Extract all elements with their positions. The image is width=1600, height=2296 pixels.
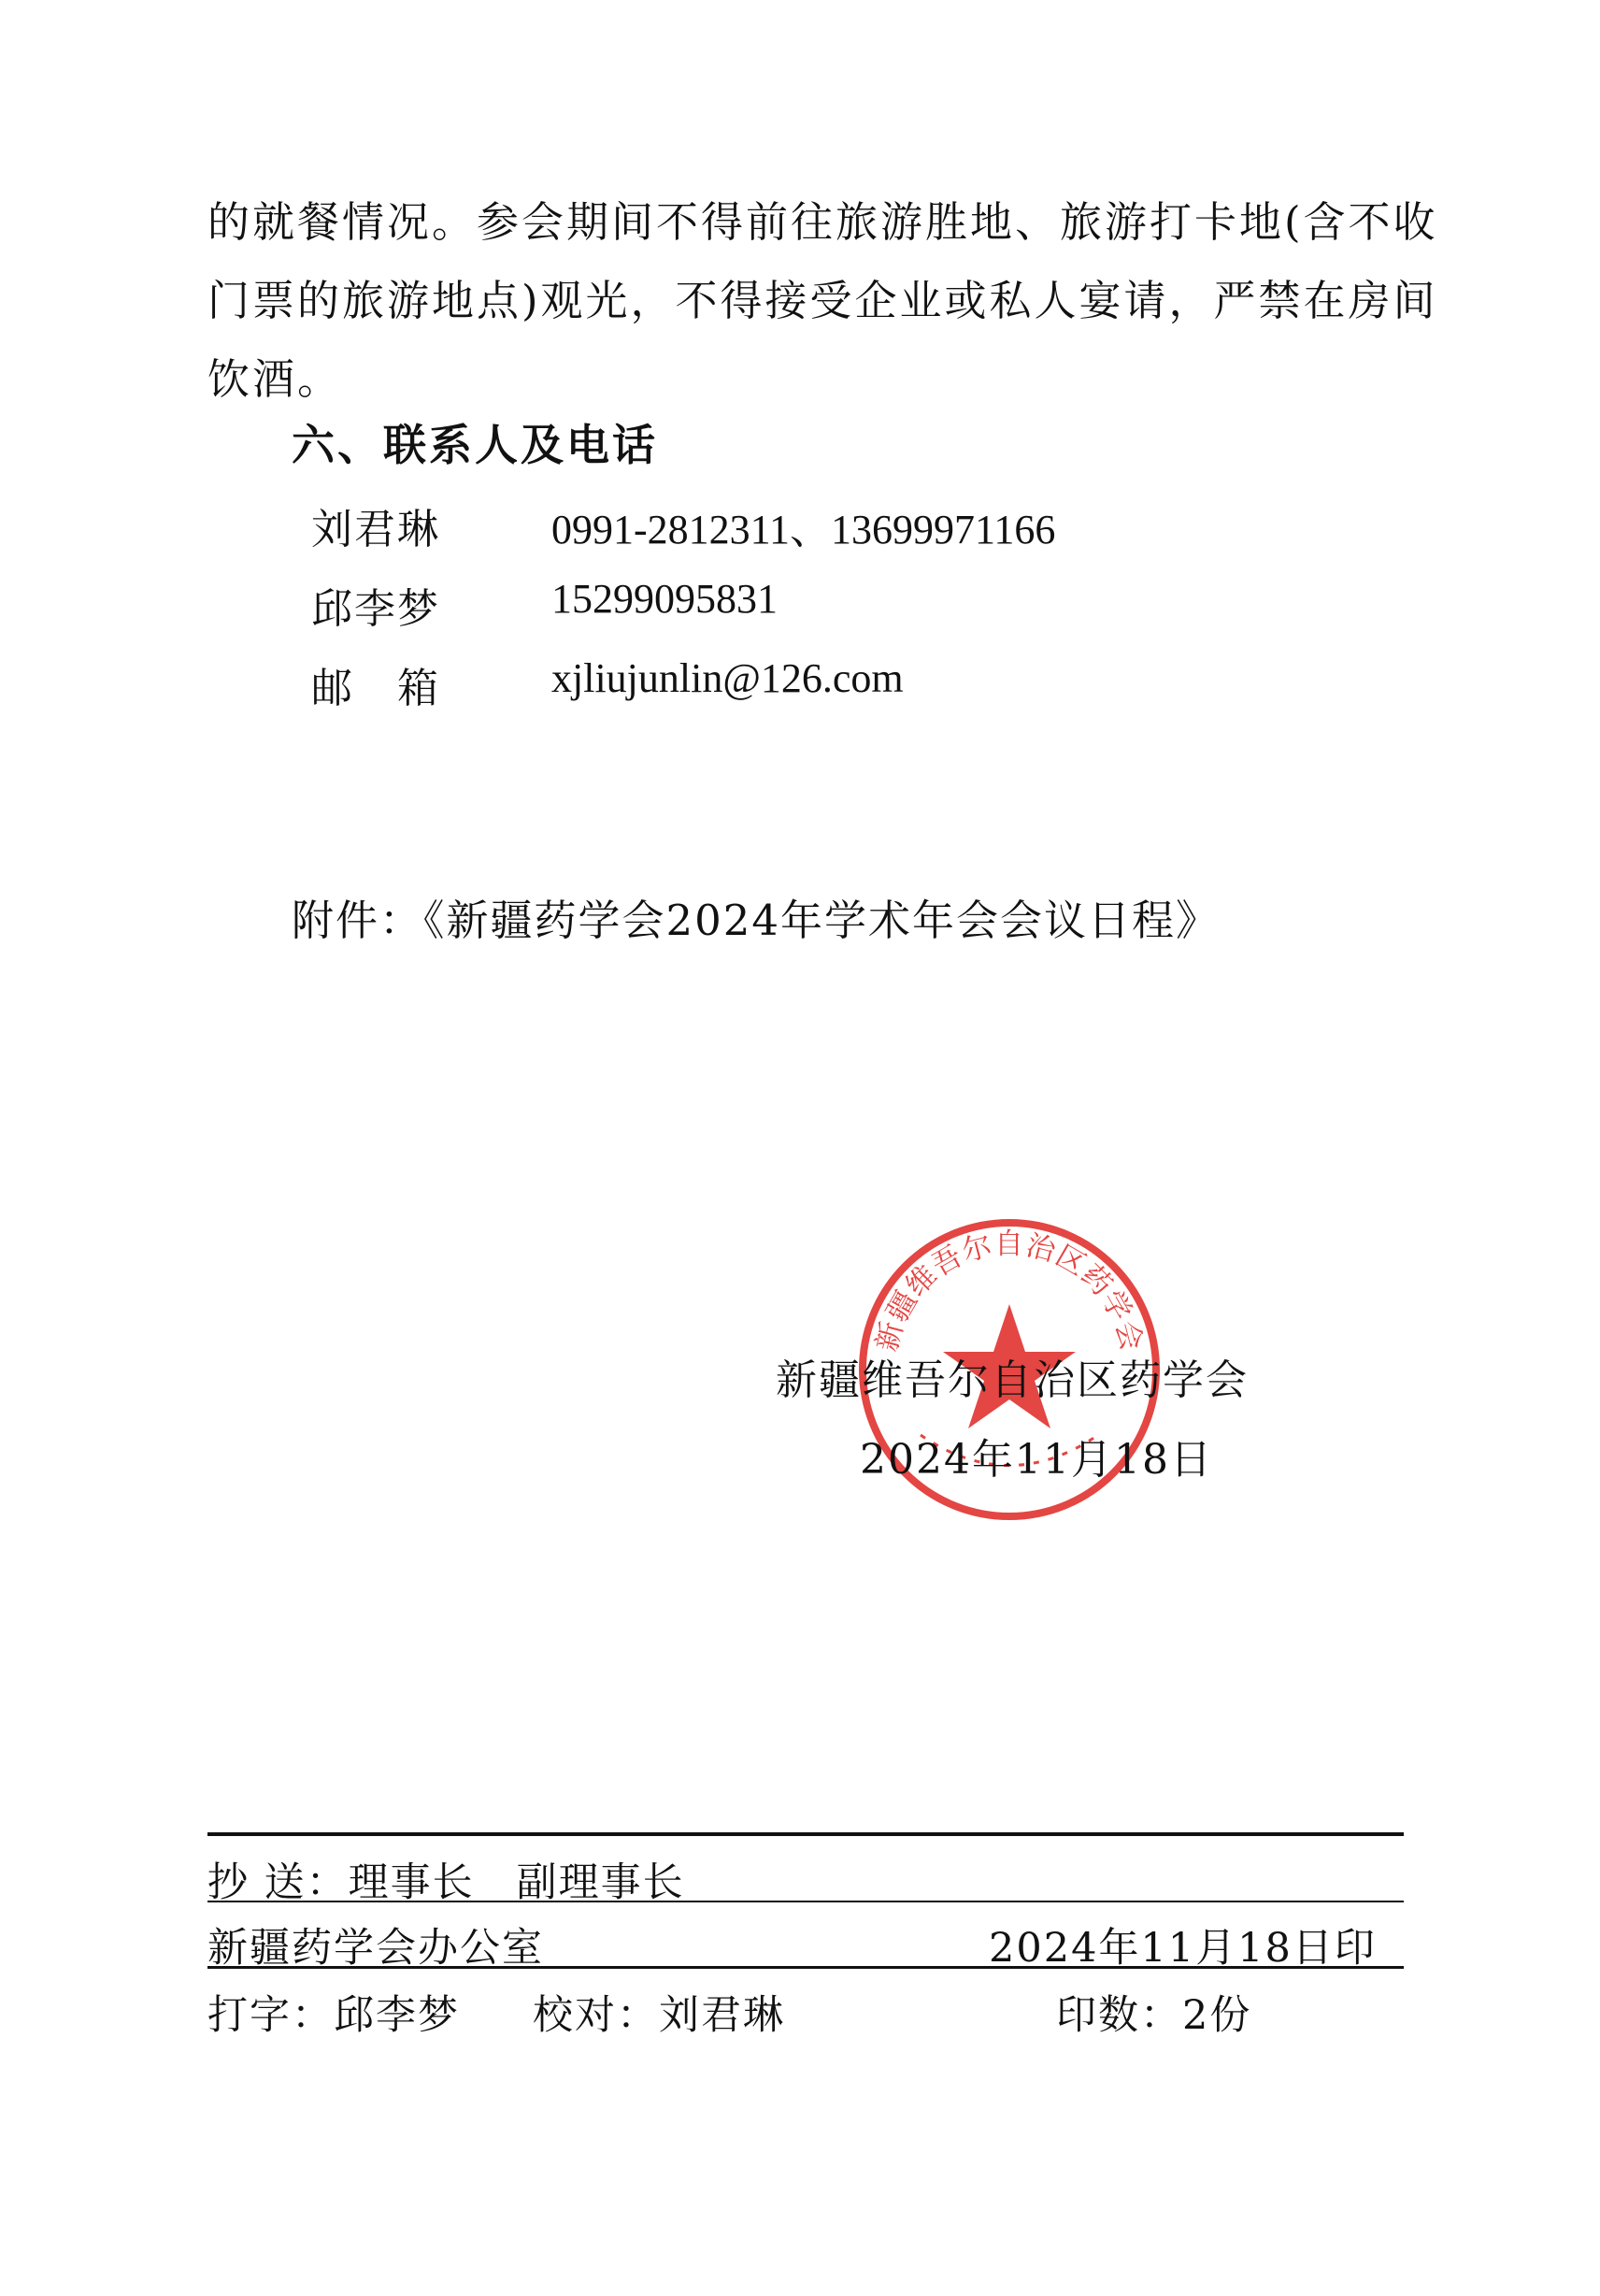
contact-email-label: 邮 箱 <box>311 665 440 712</box>
contacts-heading: 六、联系人及电话 <box>292 420 658 470</box>
cc-label: 抄 送： <box>207 1859 349 1906</box>
seal-text: 新疆维吾尔自治区药学会 <box>869 1227 1150 1356</box>
issuing-office: 新疆药学会办公室 <box>207 1925 544 1972</box>
proofreader-label: 校对： <box>533 1992 659 2039</box>
body-line: 门票的旅游地点)观光，不得接受企业或私人宴请，严禁在房间 <box>207 276 1438 325</box>
contact-name-2: 邱李梦 <box>311 585 440 633</box>
contact-name-1: 刘君琳 <box>311 506 440 553</box>
body-paragraph <box>207 183 1438 419</box>
proofreader-line <box>533 1984 785 2041</box>
copies-line <box>1056 1984 1251 2041</box>
body-line: 饮酒。 <box>207 354 343 404</box>
typist-name: 邱李梦 <box>334 1992 460 2039</box>
proofreader-name: 刘君琳 <box>659 1992 785 2039</box>
footer-top-rule <box>207 1832 1404 1836</box>
attachment-line: 附件：《新疆药学会2024年学术年会会议日程》 <box>292 896 1221 945</box>
signature-organization: 新疆维吾尔自治区药学会 <box>776 1356 1249 1404</box>
contact-email: xjliujunlin@126.com <box>551 655 904 701</box>
contact-phone-2: 15299095831 <box>551 576 778 622</box>
signature-date: 2024年11月18日 <box>860 1436 1213 1484</box>
copies-label: 印数： <box>1056 1992 1182 2039</box>
cc-line <box>207 1851 685 1908</box>
print-date: 2024年11月18日印 <box>989 1925 1377 1972</box>
typist-label: 打字： <box>207 1992 334 2039</box>
copies-count: 2份 <box>1182 1992 1252 2039</box>
contact-phone-1: 0991-2812311、13699971166 <box>551 507 1056 552</box>
body-line: 的就餐情况。参会期间不得前往旅游胜地、旅游打卡地(含不收 <box>207 197 1438 247</box>
cc-recipients: 理事长 副理事长 <box>348 1859 685 1906</box>
typist-line <box>207 1984 460 2041</box>
